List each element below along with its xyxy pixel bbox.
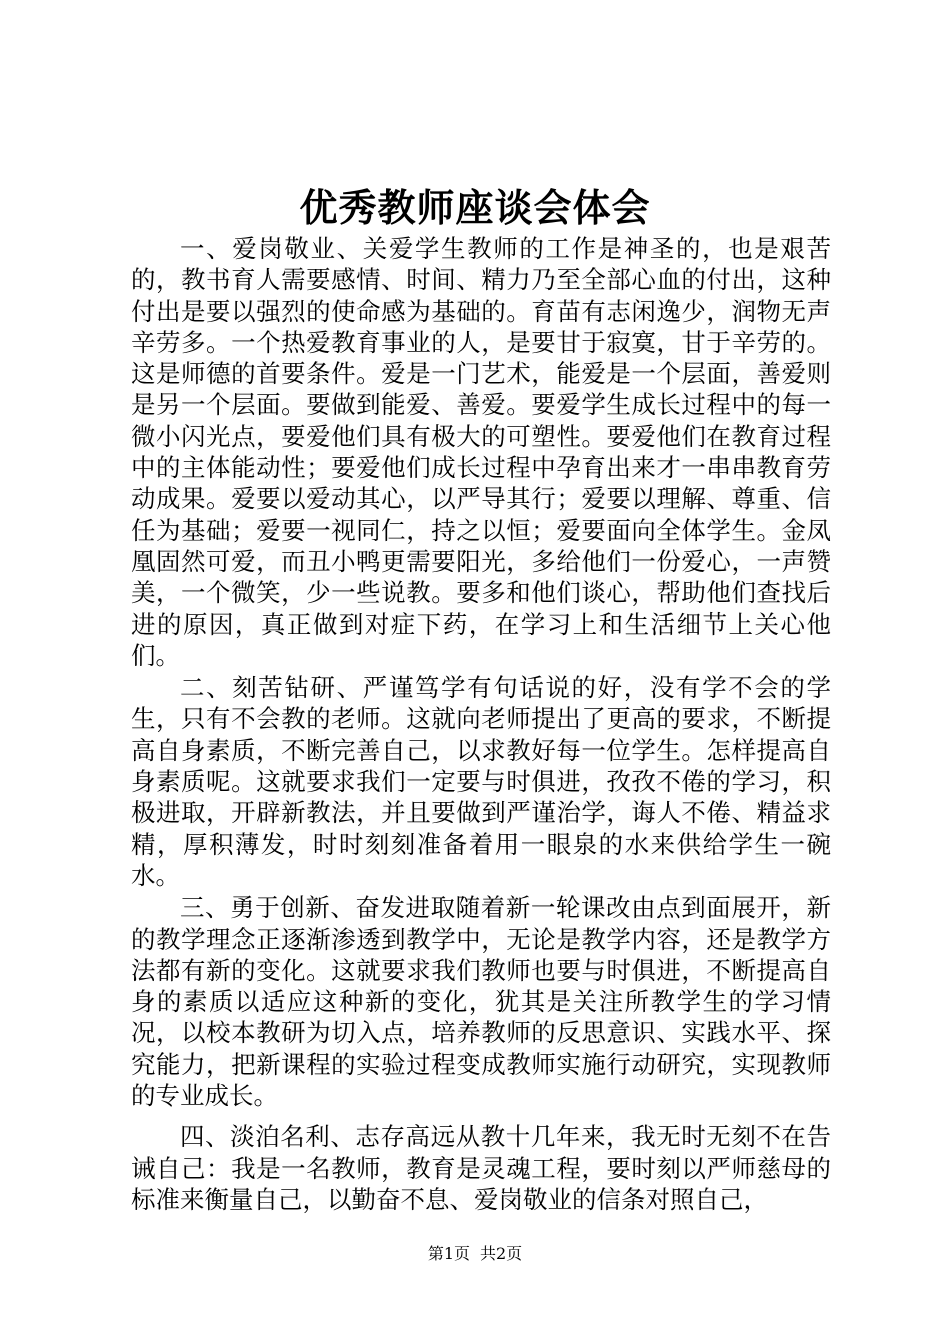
page-number: 第1页 — [427, 1244, 470, 1263]
page-footer — [0, 1244, 950, 1264]
document-title: 优秀教师座谈会体会 — [299, 185, 651, 230]
document-body — [131, 233, 831, 1215]
paragraph-2: 二、刻苦钻研、严谨笃学有句话说的好，没有学不会的学生，只有不会教的老师。这就向老师提出了更高的要求，不断提高自身素质，不断完善自己，以求教好每一位学生。怎样提高自身素质呢。这就要求我们一定要与时俱进，孜孜不倦的学习，积极进取，开辟新教法，并且要做到严谨治学，诲人不倦、精益求精，厚积薄发，时时刻刻准备着用一眼泉的水来供给学生一碗水。 — [131, 673, 831, 890]
page-total: 共2页 — [480, 1244, 523, 1263]
paragraph-1: 一、爱岗敬业、关爱学生教师的工作是神圣的，也是艰苦的，教书育人需要感情、时间、精力乃至全部心血的付出，这种付出是要以强烈的使命感为基础的。育苗有志闲逸少，润物无声辛劳多。一个热爱教育事业的人，是要甘于寂寞，甘于辛劳的。这是师德的首要条件。爱是一门艺术，能爱是一个层面，善爱则是另一个层面。要做到能爱、善爱。要爱学生成长过程中的每一微小闪光点，要爱他们具有极大的可塑性。要爱他们在教育过程中的主体能动性；要爱他们成长过程中孕育出来才一串串教育劳动成果。爱要以爱动其心，以严导其行；爱要以理解、尊重、信任为基础；爱要一视同仁，持之以恒；爱要面向全体学生。金凤凰固然可爱，而丑小鸭更需要阳光，多给他们一份爱心，一声赞美，一个微笑，少一些说教。要多和他们谈心，帮助他们查找后进的原因，真正做到对症下药，在学习上和生活细节上关心他们。 — [131, 234, 831, 670]
paragraph-4: 四、淡泊名利、志存高远从教十几年来，我无时无刻不在告诫自己：我是一名教师，教育是灵魂工程，要时刻以严师慈母的标准来衡量自己，以勤奋不息、爱岗敬业的信条对照自己， — [131, 1122, 831, 1214]
paragraph-3: 三、勇于创新、奋发进取随着新一轮课改由点到面展开，新的教学理念正逐渐渗透到教学中，无论是教学内容，还是教学方法都有新的变化。这就要求我们教师也要与时俱进，不断提高自身的素质以适应这种新的变化，犹其是关注所教学生的学习情况，以校本教研为切入点，培养教师的反思意识、实践水平、探究能力，把新课程的实验过程变成教师实施行动研究，实现教师的专业成长。 — [131, 893, 831, 1111]
